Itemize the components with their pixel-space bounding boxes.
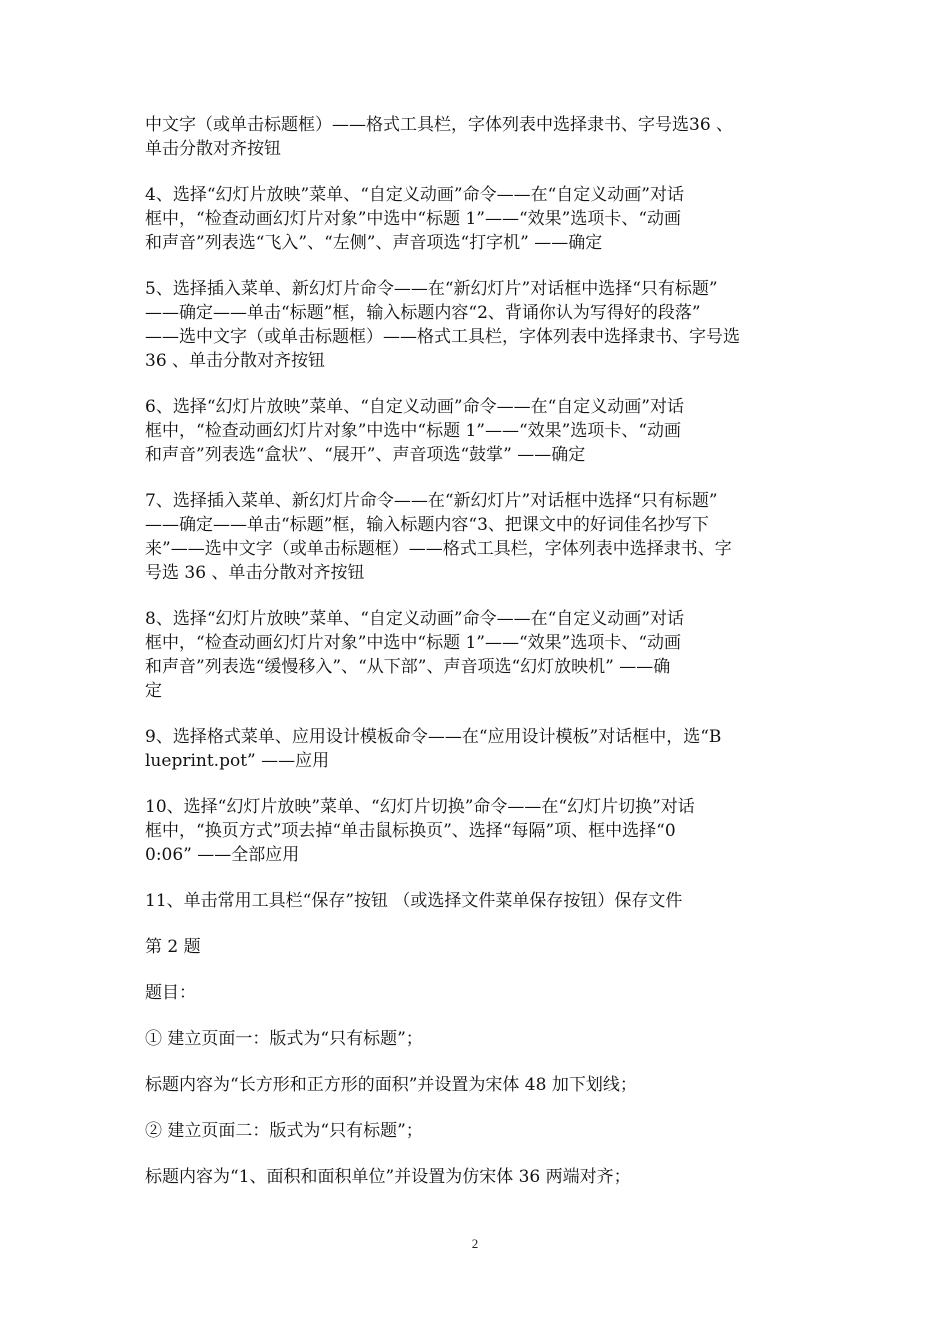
- text-line: 单击分散对齐按钮: [145, 139, 281, 159]
- text-line: 和声音”列表选“缓慢移入”、“从下部”、声音项选“幻灯放映机” ——确: [145, 657, 671, 677]
- text-line: lueprint.pot” ——应用: [145, 751, 330, 771]
- paragraph: [145, 1165, 811, 1189]
- text-line: 框中，“检查动画幻灯片对象”中选中“标题 1”——“效果”选项卡、“动画: [145, 421, 682, 441]
- text-line: 框中，“换页方式”项去掉“单击鼠标换页”、选择“每隔”项、框中选择“0: [145, 821, 676, 841]
- paragraph: [145, 1027, 811, 1051]
- text-line: 11、单击常用工具栏“保存”按钮 （或选择文件菜单保存按钮）保存文件: [145, 891, 683, 911]
- paragraph: [145, 935, 811, 959]
- text-line: 来”——选中文字（或单击标题框）——格式工具栏，字体列表中选择隶书、字: [145, 539, 732, 559]
- paragraph: [145, 113, 811, 161]
- text-line: 第 2 题: [145, 937, 201, 957]
- paragraph: [145, 795, 811, 867]
- text-line: 和声音”列表选“盒状”、“展开”、声音项选“鼓掌” ——确定: [145, 445, 586, 465]
- text-line: 框中，“检查动画幻灯片对象”中选中“标题 1”——“效果”选项卡、“动画: [145, 633, 682, 653]
- text-line: 题目：: [145, 983, 196, 1003]
- text-line: 7、选择插入菜单、新幻灯片命令——在“新幻灯片”对话框中选择“只有标题”: [145, 491, 718, 511]
- text-line: 定: [145, 681, 162, 701]
- text-line: 号选 36 、单击分散对齐按钮: [145, 563, 365, 583]
- paragraph: [145, 981, 811, 1005]
- paragraph: [145, 1119, 811, 1143]
- text-line: 5、选择插入菜单、新幻灯片命令——在“新幻灯片”对话框中选择“只有标题”: [145, 279, 718, 299]
- paragraph: [145, 489, 811, 585]
- text-line: ① 建立页面一：版式为“只有标题”；: [145, 1029, 423, 1049]
- text-line: ——确定——单击“标题”框，输入标题内容“2、背诵你认为写得好的段落”: [145, 303, 701, 323]
- document-body: [145, 113, 811, 1211]
- paragraph: [145, 1073, 811, 1097]
- text-line: 标题内容为“长方形和正方形的面积”并设置为宋体 48 加下划线；: [145, 1075, 637, 1095]
- paragraph: [145, 277, 811, 373]
- text-line: 框中，“检查动画幻灯片对象”中选中“标题 1”——“效果”选项卡、“动画: [145, 209, 682, 229]
- text-line: ——确定——单击“标题”框，输入标题内容“3、把课文中的好词佳名抄写下: [145, 515, 709, 535]
- text-line: ② 建立页面二：版式为“只有标题”；: [145, 1121, 423, 1141]
- paragraph: [145, 889, 811, 913]
- text-line: 36 、单击分散对齐按钮: [145, 351, 326, 371]
- paragraph: [145, 607, 811, 703]
- paragraph: [145, 395, 811, 467]
- text-line: 标题内容为“1、面积和面积单位”并设置为仿宋体 36 两端对齐；: [145, 1167, 631, 1187]
- text-line: 中文字（或单击标题框）——格式工具栏，字体列表中选择隶书、字号选36 、: [145, 115, 734, 135]
- text-line: 和声音”列表选“飞入”、“左侧”、声音项选“打字机” ——确定: [145, 233, 603, 253]
- paragraph: [145, 183, 811, 255]
- paragraph: [145, 725, 811, 773]
- text-line: 8、选择“幻灯片放映”菜单、“自定义动画”命令——在“自定义动画”对话: [145, 609, 684, 629]
- text-line: 6、选择“幻灯片放映”菜单、“自定义动画”命令——在“自定义动画”对话: [145, 397, 684, 417]
- text-line: 4、选择“幻灯片放映”菜单、“自定义动画”命令——在“自定义动画”对话: [145, 185, 684, 205]
- text-line: 0:06” ——全部应用: [145, 845, 300, 865]
- page-number: 2: [471, 1236, 479, 1251]
- text-line: ——选中文字（或单击标题框）——格式工具栏，字体列表中选择隶书、字号选: [145, 327, 740, 347]
- text-line: 10、选择“幻灯片放映”菜单、“幻灯片切换”命令——在“幻灯片切换”对话: [145, 797, 695, 817]
- text-line: 9、选择格式菜单、应用设计模板命令——在“应用设计模板”对话框中，选“B: [145, 727, 722, 747]
